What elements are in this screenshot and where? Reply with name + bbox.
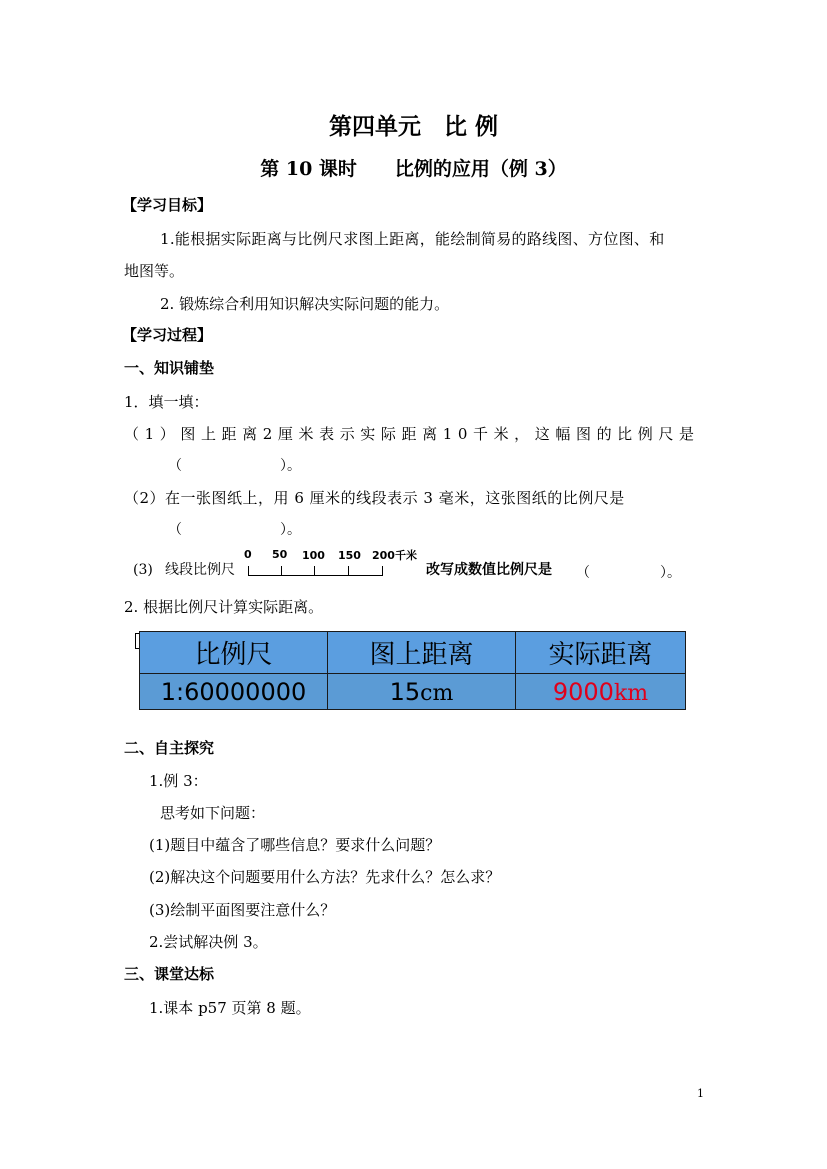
example-label: 1.例 3： — [149, 772, 208, 790]
question-3-number: (3) — [133, 562, 153, 578]
table-row — [140, 674, 686, 710]
table-cell-scale: 1:60000000 — [140, 674, 328, 710]
textbook-exercise: 1.课本 p57 页第 8 题。 — [149, 999, 311, 1017]
section-knowledge: 一、知识铺垫 — [124, 359, 215, 377]
ruler-tick-label: 50 — [272, 548, 288, 561]
ruler-tick-label: 100 — [302, 549, 325, 562]
ruler-tick-label: 150 — [338, 549, 361, 562]
scale-table — [139, 631, 686, 710]
table-cell-actual-distance: 9000km — [516, 674, 686, 710]
think-question-1: (1)题目中蕴含了哪些信息？要求什么问题？ — [149, 836, 441, 854]
table-cell-map-distance: 15cm — [328, 674, 516, 710]
page-number: 1 — [697, 1087, 704, 1100]
try-example: 2.尝试解决例 3。 — [149, 933, 268, 951]
goal-1-line-2: 地图等。 — [124, 262, 185, 280]
question-2-blank: （ ）。 — [168, 522, 301, 538]
question-1-line-1: （1）图上距离2厘米表示实际距离10千米，这幅图的比例尺是 — [124, 425, 700, 443]
lesson-subtitle: 第 10 课时 比例的应用（例 3） — [260, 158, 567, 180]
think-question-2: (2)解决这个问题要用什么方法？先求什么？怎么求？ — [149, 868, 501, 886]
fill-blank-label: 1．填一填： — [124, 393, 209, 411]
question-1-blank: （ ）。 — [168, 458, 301, 474]
section-class-check: 三、课堂达标 — [124, 965, 215, 983]
table-header-cell: 图上距离 — [328, 632, 516, 674]
question-3-text: 改写成数值比例尺是 — [426, 562, 552, 578]
think-label: 思考如下问题： — [160, 804, 266, 822]
table-header-row — [140, 632, 686, 674]
question-3-blank: （ ）。 — [576, 565, 681, 581]
table-header-cell: 实际距离 — [516, 632, 686, 674]
question-3-ruler-label: 线段比例尺 — [165, 562, 235, 578]
page-title: 第四单元 比 例 — [328, 113, 498, 140]
process-heading: 【学习过程】 — [122, 326, 213, 344]
section-explore: 二、自主探究 — [124, 739, 215, 757]
goal-1-line-1: 1.能根据实际距离与比例尺求图上距离，能绘制简易的路线图、方位图、和 — [160, 230, 665, 248]
calc-label: 2. 根据比例尺计算实际距离。 — [124, 598, 324, 616]
question-2-line-1: （2）在一张图纸上，用 6 厘米的线段表示 3 毫米，这张图纸的比例尺是 — [124, 489, 625, 507]
think-question-3: (3)绘制平面图要注意什么？ — [149, 901, 336, 919]
table-header-cell: 比例尺 — [140, 632, 328, 674]
goal-2: 2. 锻炼综合利用知识解决实际问题的能力。 — [160, 295, 450, 313]
goals-heading: 【学习目标】 — [122, 196, 213, 214]
ruler-tick-label: 200千米 — [372, 549, 417, 562]
ruler-tick-label: 0 — [244, 548, 252, 561]
